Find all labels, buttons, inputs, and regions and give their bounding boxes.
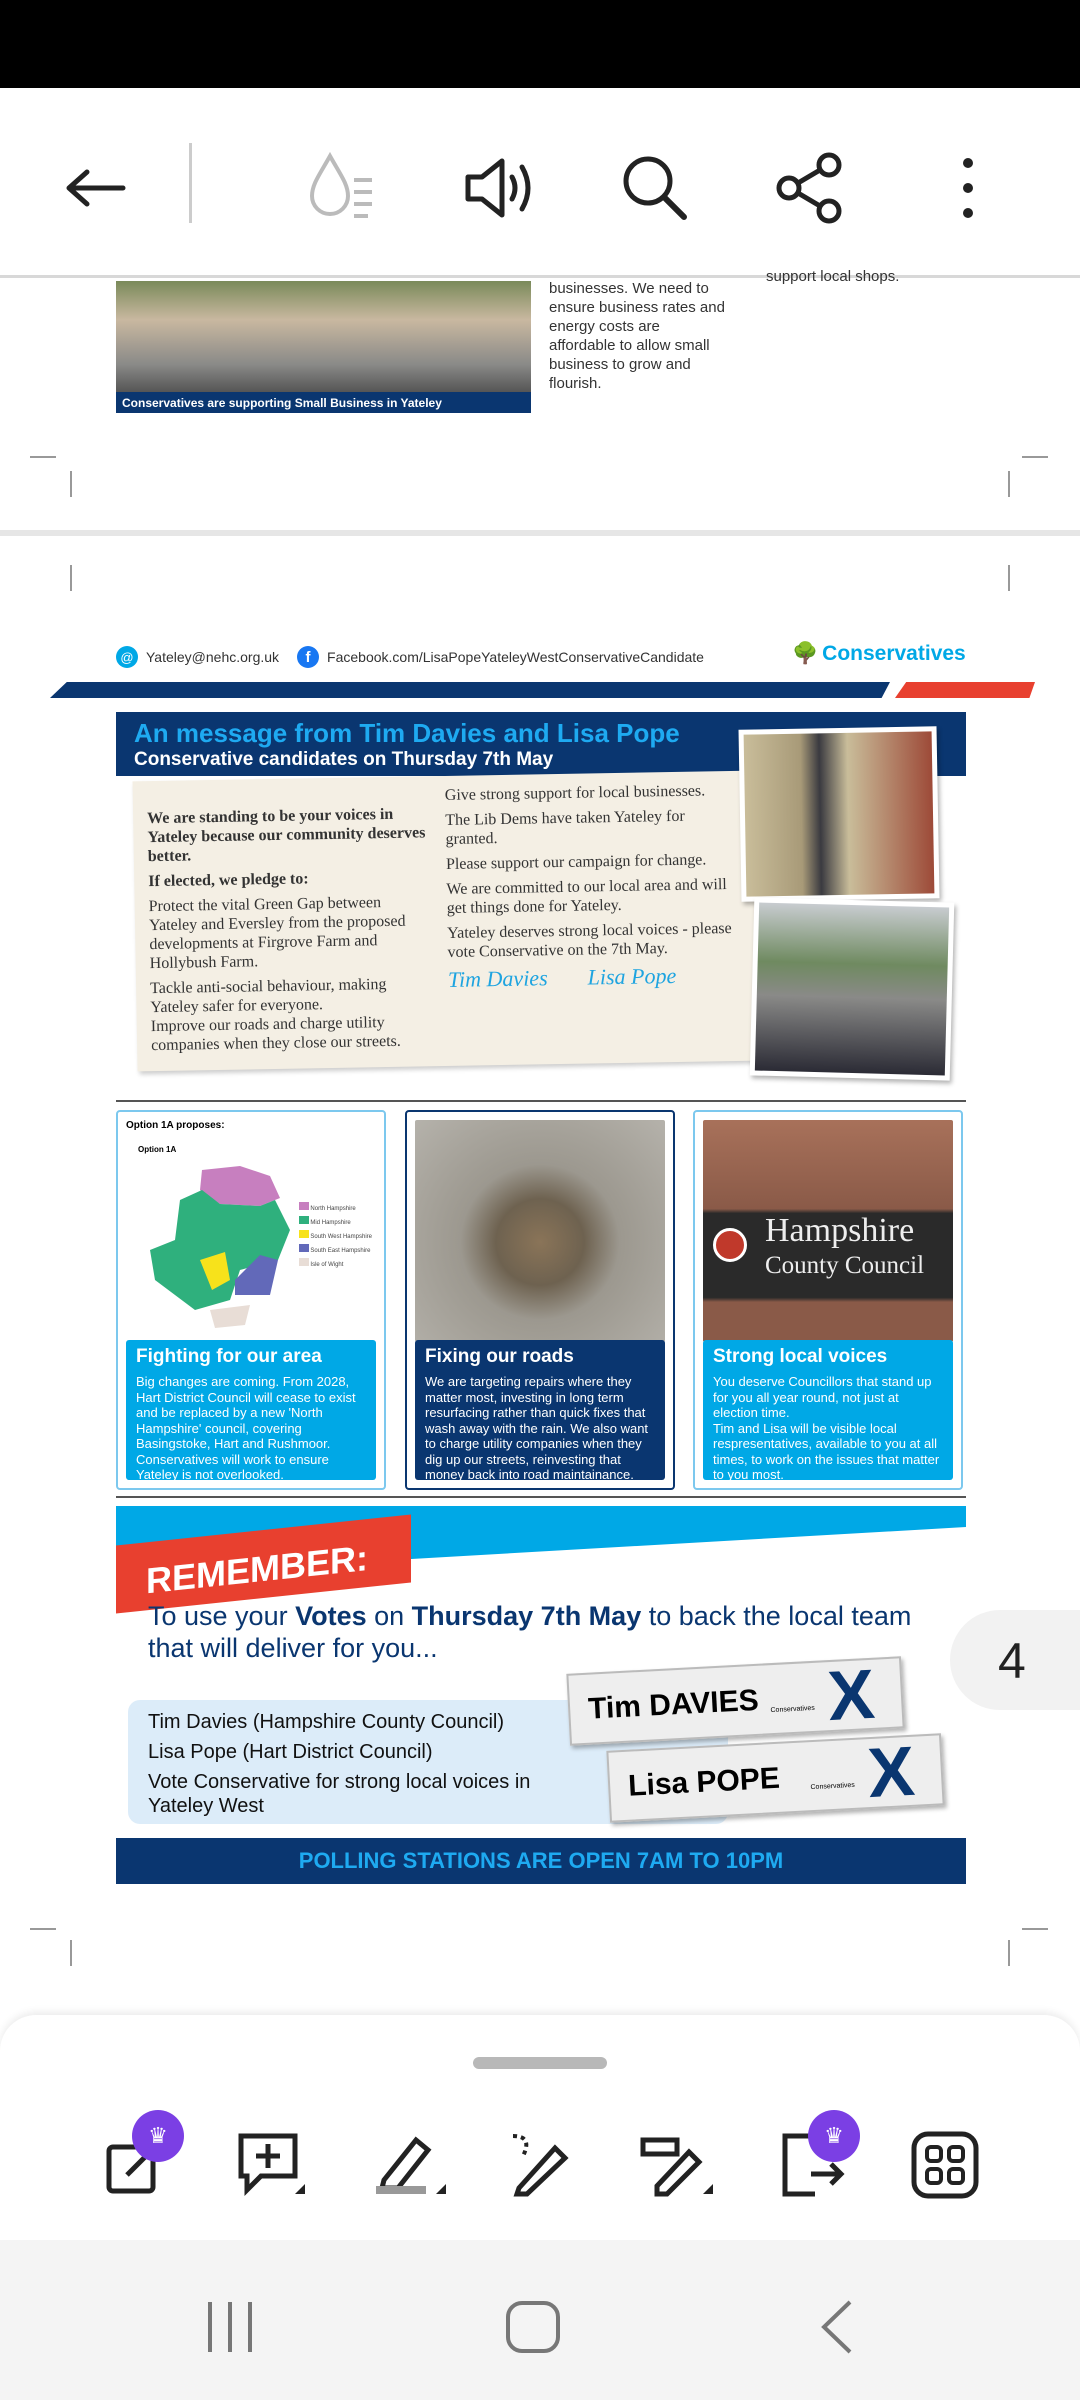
business-text: businesses. We need to ensure business rates and energy costs are affordable to allow small business to grow and flourish. [549, 280, 725, 392]
signature-tim: Tim Davies [447, 965, 548, 992]
page-separator [0, 530, 1080, 536]
crop-mark [30, 456, 56, 458]
hampshire-council-sign-photo [703, 1120, 953, 1342]
home-icon[interactable] [505, 2300, 561, 2359]
draw-icon[interactable] [500, 2125, 580, 2205]
crop-mark [70, 1940, 72, 1966]
all-tools-icon[interactable] [905, 2125, 985, 2205]
header-stripe-red [895, 682, 1035, 698]
drag-handle[interactable] [473, 2057, 607, 2069]
vote-cross-icon: X [825, 1654, 877, 1736]
pledge-item: The Lib Dems have taken Yateley for granted. [445, 807, 685, 848]
card-fixing-our-roads [405, 1110, 675, 1490]
card-title: Fixing our roads [425, 1346, 574, 1367]
premium-crown-icon: ♛ [808, 2110, 860, 2162]
card-body: You deserve Councillors that stand up for you all year round, not just at election time. Tim and Lisa will be visible local respresentatives, available to you at all times, to work on the issues that matter to you most. [713, 1374, 940, 1482]
sign-text: Hampshire [765, 1212, 915, 1249]
crop-mark [70, 471, 72, 497]
premium-crown-icon: ♛ [132, 2110, 184, 2162]
share-icon[interactable] [770, 148, 850, 228]
section-divider [116, 1100, 966, 1102]
pledge-item: We are committed to our local area and will get things done for Yateley. [446, 876, 727, 917]
system-nav-bar [0, 2240, 1080, 2400]
photo-lisa-doorway [739, 726, 940, 901]
back-nav-icon[interactable] [818, 2300, 854, 2359]
section-divider [116, 1496, 966, 1498]
hampshire-map: Option 1A proposes: Option 1A North Hampshire Mid Hampshire South West Hampshire South East Hampshire Isle of Wight [126, 1120, 376, 1342]
small-business-photo [116, 281, 531, 413]
photo-caption: Conservatives are supporting Small Business in Yateley [116, 392, 531, 413]
crop-mark [1022, 1928, 1048, 1930]
polling-stations-banner: POLLING STATIONS ARE OPEN 7AM TO 10PM [116, 1838, 966, 1884]
candidate-item: Tim Davies (Hampshire County Council) [148, 1711, 505, 1733]
sign-text: County Council [765, 1252, 925, 1279]
card-fighting-for-our-area [116, 1110, 386, 1490]
facebook-icon: f [297, 646, 319, 668]
ballot-lisa-pope: Lisa POPE Conservatives X [606, 1733, 944, 1822]
read-aloud-icon[interactable] [460, 148, 540, 228]
candidate-item: Lisa Pope (Hart District Council) [148, 1741, 433, 1763]
header-stripe-blue [50, 682, 890, 698]
tree-logo-icon: 🌳 [792, 642, 819, 665]
card-body: Big changes are coming. From 2028, Hart District Council will cease to exist and be replaced by a new 'North Hampshire' council, covering Basingstoke, Hart and Rushmoor. Conservatives will work to ensure Yateley is not overlooked. [136, 1374, 356, 1482]
pledge-heading: If elected, we pledge to: [148, 870, 309, 891]
pledge-item: Tackle anti-social behaviour, making Yateley safer for everyone. [149, 976, 387, 1017]
photo-candidates [750, 897, 955, 1080]
message-title: An message from Tim Davies and Lisa Pope [134, 718, 680, 748]
fill-sign-icon[interactable] [635, 2125, 715, 2205]
vote-cross-icon: X [865, 1731, 917, 1813]
remember-message: To use your Votes on Thursday 7th May to back the local team that will deliver for you... [148, 1601, 912, 1663]
top-toolbar [0, 88, 1080, 278]
page-number-indicator[interactable]: 4 [950, 1610, 1080, 1710]
closing-text: Yateley deserves strong local voices - please vote Conservative on the 7th May. [447, 919, 732, 961]
card-title: Fighting for our area [136, 1346, 322, 1367]
crop-mark [1008, 471, 1010, 497]
status-bar [0, 0, 1080, 88]
bottom-tools-sheet [0, 2015, 1080, 2240]
search-icon[interactable] [615, 148, 695, 228]
remember-banner: REMEMBER: [116, 1514, 411, 1613]
crop-mark [1008, 565, 1010, 591]
add-comment-icon[interactable] [230, 2125, 310, 2205]
shops-text: support local shops. [766, 268, 900, 285]
pothole-photo [415, 1120, 665, 1342]
ballot-tim-davies: Tim DAVIES Conservatives X [566, 1656, 904, 1745]
recent-apps-icon[interactable] [205, 2300, 255, 2359]
more-options-icon[interactable] [928, 148, 1008, 228]
pledge-item: Protect the vital Green Gap between Yateley and Eversley from the proposed developments at Firgrove Farm and Hollybush Farm. [148, 894, 406, 973]
crop-mark [30, 1928, 56, 1930]
map-legend: North Hampshire Mid Hampshire South West Hampshire South East Hampshire Isle of Wight [299, 1202, 372, 1272]
contact-bar [116, 646, 704, 668]
pledge-item: Improve our roads and charge utility companies when they close our streets. [150, 1014, 401, 1055]
crop-mark [1022, 456, 1048, 458]
pledge-item: Give strong support for local businesses. [444, 782, 706, 804]
email-icon: @ [116, 646, 138, 668]
toolbar-divider [189, 143, 192, 223]
pledge-item: Please support our campaign for change. [445, 851, 707, 873]
card-body: We are targeting repairs where they matter most, investing in long term resurfacing rather than quick fixes that wash away with the rain. We also want to charge utility companies when they dig up our streets, reinvesting that money back into road maintainance. [425, 1374, 649, 1482]
card-strong-local-voices [693, 1110, 963, 1490]
highlighter-icon[interactable] [368, 2125, 448, 2205]
letter-card [133, 771, 758, 1072]
council-crest-icon [713, 1228, 747, 1262]
letter-intro: We are standing to be your voices in Yateley because our community deserves better. [147, 805, 426, 866]
signature-lisa: Lisa Pope [587, 962, 677, 990]
candidate-item: Vote Conservative for strong local voices in Yateley West [148, 1771, 531, 1817]
crop-mark [70, 565, 72, 591]
conservatives-logo: 🌳 Conservatives [792, 642, 966, 665]
back-arrow-icon[interactable] [55, 148, 135, 228]
card-title: Strong local voices [713, 1346, 888, 1367]
email-link[interactable]: Yateley@nehc.org.uk [146, 649, 280, 665]
reading-mode-icon[interactable] [300, 148, 380, 228]
crop-mark [1008, 1940, 1010, 1966]
message-subtitle: Conservative candidates on Thursday 7th May [134, 749, 554, 770]
facebook-link[interactable]: Facebook.com/LisaPopeYateleyWestConservativeCandidate [327, 649, 704, 665]
